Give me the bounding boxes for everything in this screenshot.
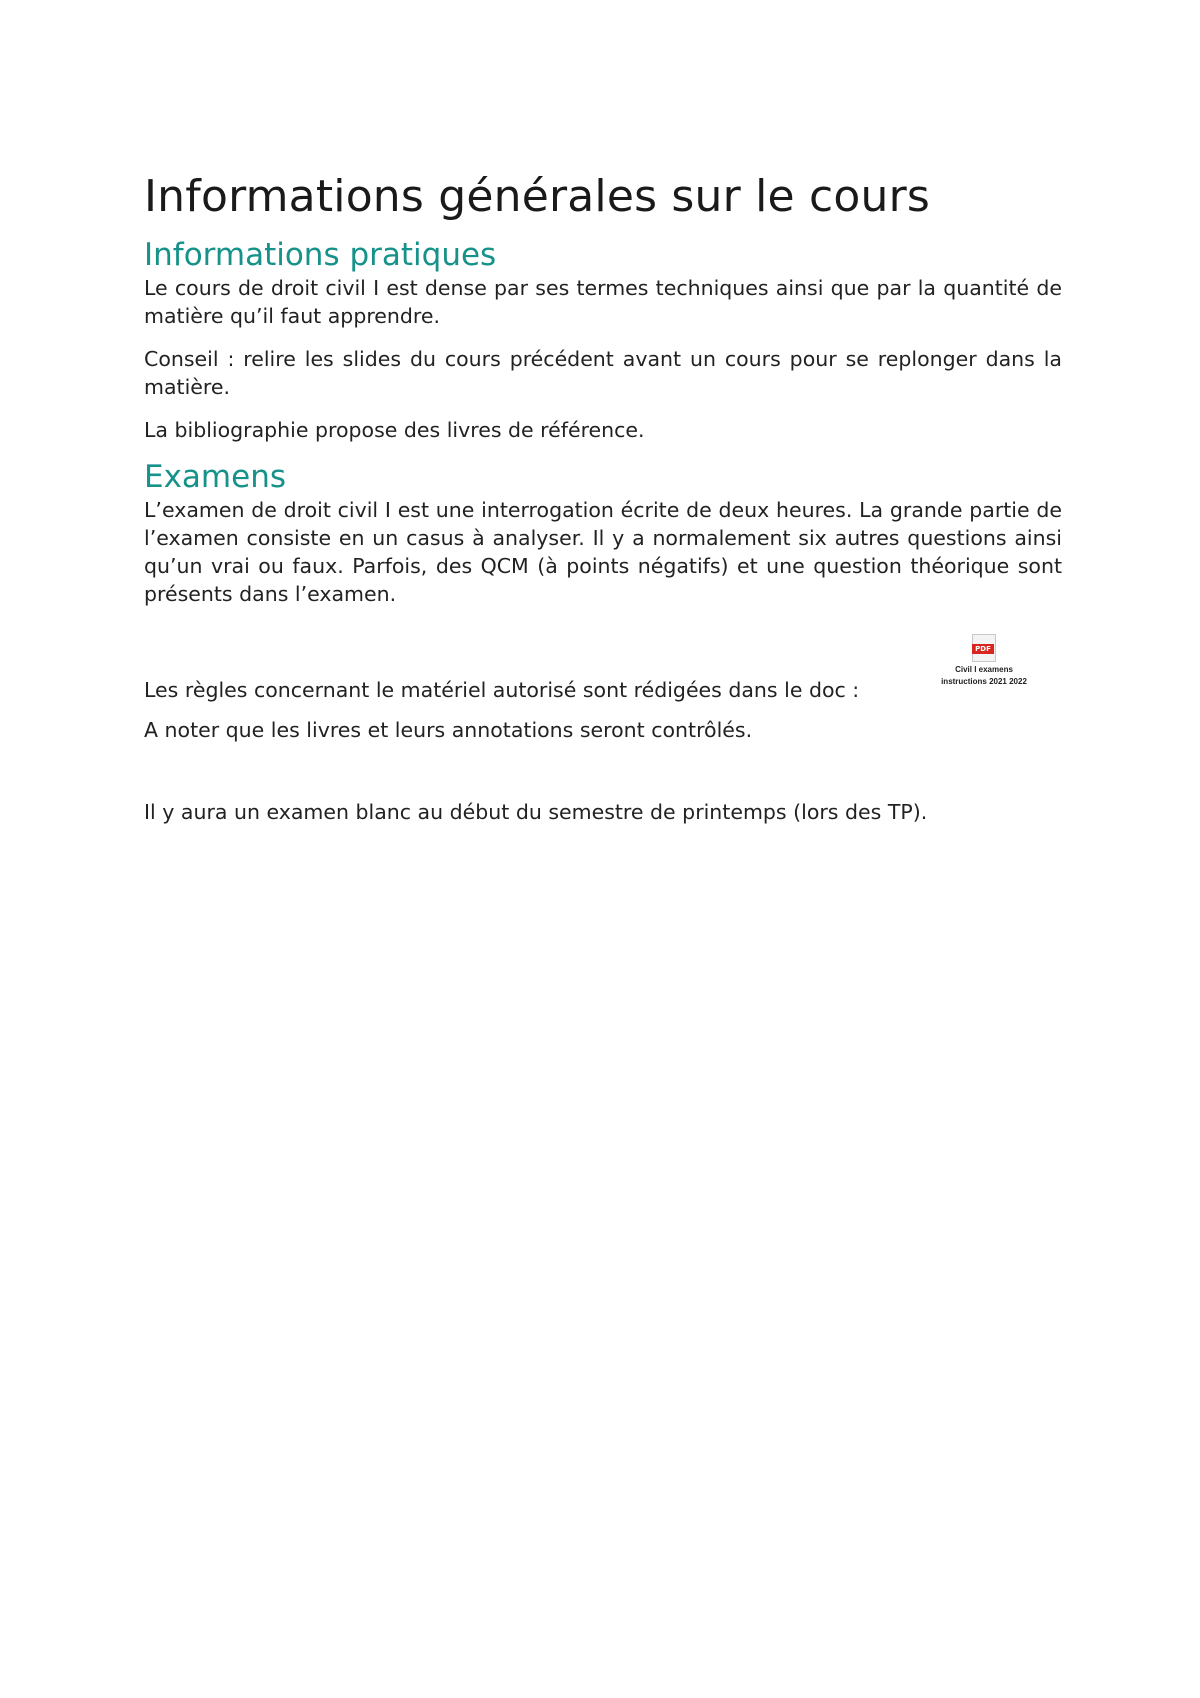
paragraph-course-density: Le cours de droit civil I est dense par ses termes techniques ainsi que par la quantité de matière qu’il faut apprendre. bbox=[144, 276, 1062, 328]
section-heading-examens: Examens bbox=[144, 459, 286, 495]
blank-spacer bbox=[144, 744, 1062, 798]
paragraph-exam-description: L’examen de droit civil I est une interrogation écrite de deux heures. La grande partie de l’examen consiste en un casus à analyser. Il y a normalement six autres questions ainsi qu’un vrai ou faux. Parfois, des QCM (à points négatifs) et une question théorique sont présents dans l’examen. bbox=[144, 498, 1062, 606]
paragraph-bibliography: La bibliographie propose des livres de référence. bbox=[144, 418, 645, 442]
section-heading-informations-pratiques: Informations pratiques bbox=[144, 237, 497, 273]
page-title: Informations générales sur le cours bbox=[144, 171, 931, 222]
attachment-caption-line1: Civil I examens bbox=[955, 665, 1013, 674]
attachment-caption-line2: instructions 2021 2022 bbox=[941, 677, 1027, 686]
paragraph-allowed-material: Les règles concernant le matériel autorisé sont rédigées dans le doc : bbox=[144, 678, 860, 702]
pdf-file-icon bbox=[972, 634, 996, 662]
embedded-pdf-attachment[interactable] bbox=[924, 634, 1044, 688]
pdf-badge: PDF bbox=[972, 644, 994, 654]
rules-document-row bbox=[144, 634, 1062, 704]
paragraph-advice: Conseil : relire les slides du cours précédent avant un cours pour se replonger dans la matière. bbox=[144, 347, 1062, 399]
paragraph-mock-exam: Il y aura un examen blanc au début du semestre de printemps (lors des TP). bbox=[144, 800, 928, 824]
paragraph-books-checked: A noter que les livres et leurs annotations seront contrôlés. bbox=[144, 718, 753, 742]
document-page bbox=[144, 168, 1062, 826]
